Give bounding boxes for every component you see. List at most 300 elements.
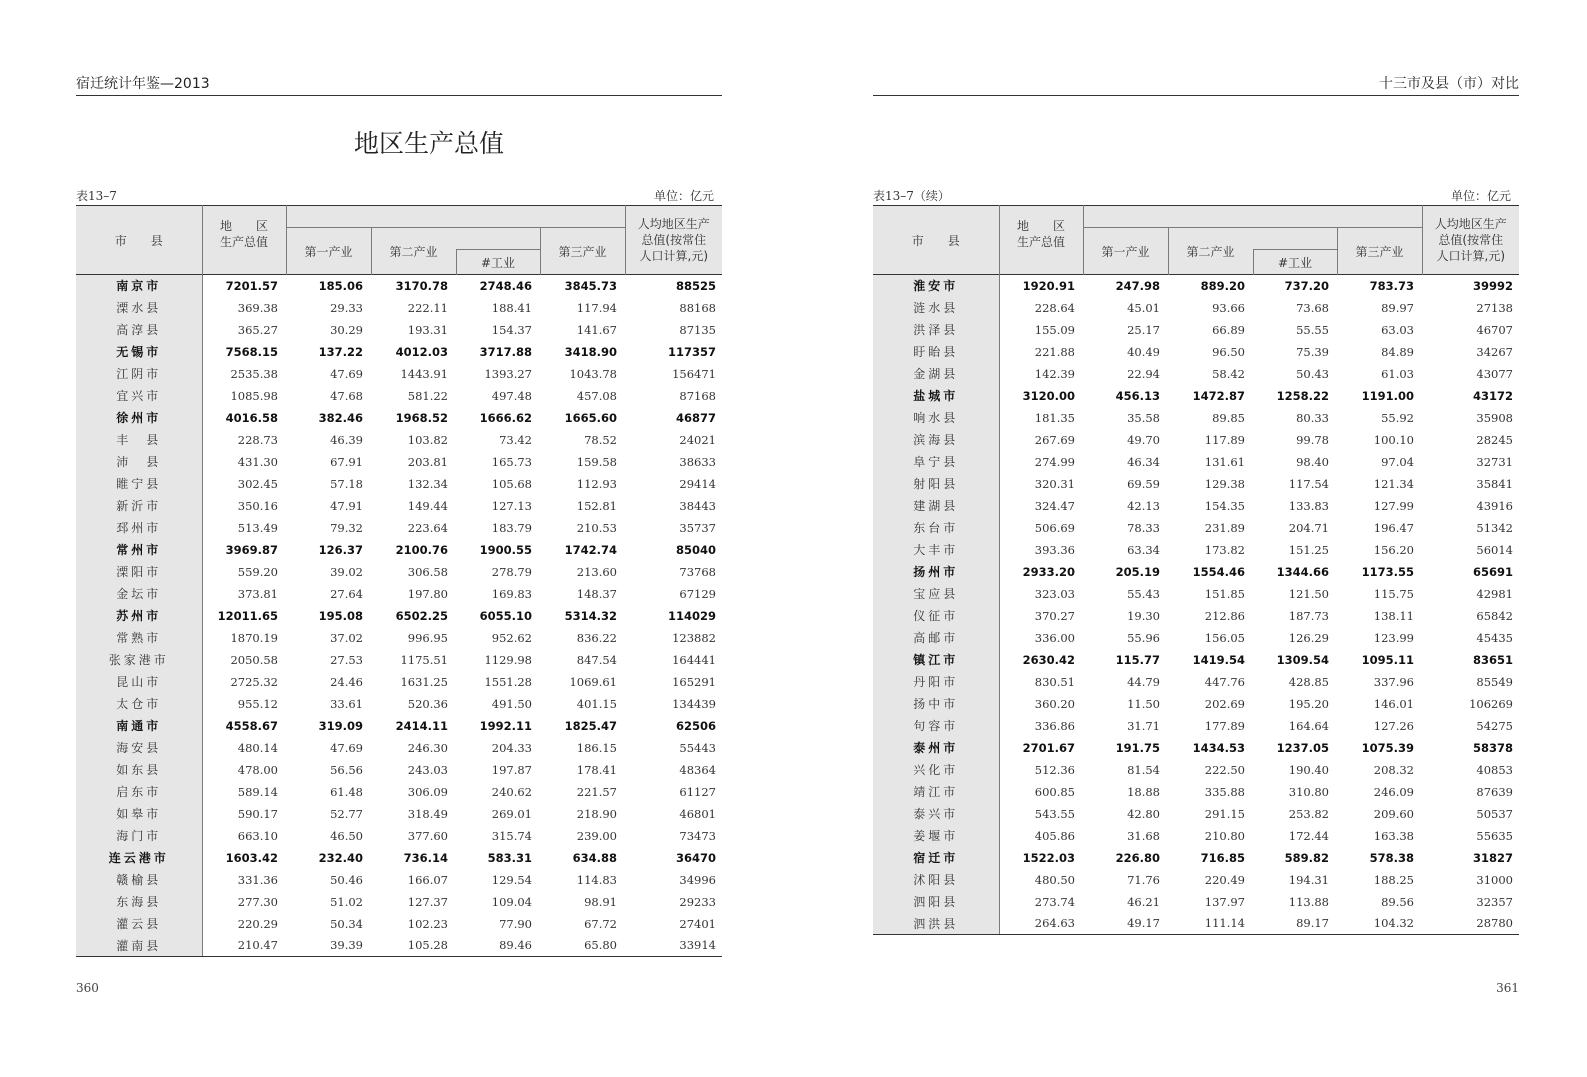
cell-primary: 46.34 [1127,454,1160,469]
header-blank-span [286,206,625,228]
cell-primary: 18.88 [1127,784,1160,799]
table-row [76,385,722,407]
cell-tertiary: 1043.78 [569,366,617,381]
cell-primary: 39.39 [286,935,371,957]
cell-per-capita: 88525 [675,278,716,293]
cell-secondary: 193.31 [407,322,448,337]
row-region-name: 泗洪县 [873,913,999,935]
header-gdp [202,206,286,275]
header-per-capita-line1: 人均地区生产 [637,217,710,231]
row-region-name: 灌云县 [76,913,202,935]
header-secondary-ext [1253,228,1337,250]
cell-gdp: 360.20 [1034,696,1075,711]
table-row [873,803,1519,825]
cell-gdp: 7201.57 [225,278,278,293]
row-region-name: 句容市 [873,715,999,737]
cell-primary: 185.06 [318,278,363,293]
cell-primary: 56.56 [330,762,363,777]
cell-per-capita: 34996 [679,872,716,887]
cell-primary: 46.39 [330,432,363,447]
cell-gdp: 350.16 [237,498,278,513]
cell-secondary: 197.80 [407,586,448,601]
cell-gdp: 2933.20 [1022,564,1075,579]
cell-primary: 31.71 [1127,718,1160,733]
cell-gdp: 264.63 [999,913,1083,935]
row-region-name: 滨海县 [873,429,999,451]
cell-primary: 69.59 [1127,476,1160,491]
cell-industry: 89.46 [456,935,540,957]
table-row [76,429,722,451]
row-region-name: 太仓市 [76,693,202,715]
cell-per-capita: 43172 [1472,388,1513,403]
cell-secondary: 222.50 [1204,762,1245,777]
cell-gdp: 320.31 [1034,476,1075,491]
cell-gdp: 513.49 [237,520,278,535]
cell-gdp: 955.12 [237,696,278,711]
cell-tertiary: 401.15 [576,696,617,711]
cell-primary: 126.37 [318,542,363,557]
cell-secondary: 89.85 [1212,410,1245,425]
header-secondary-ext [456,228,540,250]
cell-primary: 27.64 [330,586,363,601]
cell-secondary: 149.44 [407,498,448,513]
cell-tertiary: 63.03 [1381,322,1414,337]
table-row [76,473,722,495]
row-region-name: 江阴市 [76,363,202,385]
cell-tertiary: 221.57 [576,784,617,799]
cell-gdp: 478.00 [237,762,278,777]
cell-industry: 204.71 [1288,520,1329,535]
cell-secondary: 736.14 [403,850,448,865]
running-head-right: 十三市及县（市）对比 [873,74,1519,96]
cell-industry: 195.20 [1288,696,1329,711]
cell-gdp: 480.14 [237,740,278,755]
cell-per-capita: 165291 [672,674,716,689]
cell-tertiary: 246.09 [1373,784,1414,799]
cell-per-capita: 55443 [679,740,716,755]
cell-tertiary: 1069.61 [569,674,617,689]
row-region-name: 洪泽县 [873,319,999,341]
cell-secondary: 129.38 [1204,476,1245,491]
cell-tertiary: 208.32 [1373,762,1414,777]
cell-industry: 187.73 [1288,608,1329,623]
cell-primary: 55.96 [1127,630,1160,645]
row-region-name: 丰 县 [76,429,202,451]
row-region-name: 海门市 [76,825,202,847]
cell-gdp: 7568.15 [225,344,278,359]
cell-per-capita: 31827 [1472,850,1513,865]
cell-industry: 197.87 [491,762,532,777]
cell-industry: 1258.22 [1276,388,1329,403]
table-row [76,605,722,627]
cell-primary: 49.17 [1083,913,1168,935]
cell-industry: 315.74 [491,828,532,843]
unit-label: 单位：亿元 [653,189,714,203]
cell-secondary: 203.81 [407,454,448,469]
cell-industry: 6055.10 [479,608,532,623]
cell-secondary: 243.03 [407,762,448,777]
cell-secondary: 96.50 [1212,344,1245,359]
cell-tertiary: 457.08 [576,388,617,403]
cell-per-capita: 35908 [1476,410,1513,425]
cell-gdp: 512.36 [1034,762,1075,777]
cell-gdp: 1920.91 [1022,278,1075,293]
cell-primary: 46.21 [1127,894,1160,909]
cell-primary: 81.54 [1127,762,1160,777]
cell-gdp: 2725.32 [230,674,278,689]
page-title: 地区生产总值 [353,129,504,158]
cell-per-capita: 32357 [1476,894,1513,909]
row-region-name: 东台市 [873,517,999,539]
cell-secondary: 377.60 [407,828,448,843]
cell-gdp: 590.17 [237,806,278,821]
cell-gdp: 324.47 [1034,498,1075,513]
cell-primary: 205.19 [1115,564,1160,579]
cell-secondary: 306.58 [407,564,448,579]
table-row [76,363,722,385]
cell-primary: 35.58 [1127,410,1160,425]
cell-gdp: 221.88 [1034,344,1075,359]
table-row [76,517,722,539]
row-region-name: 沭阳县 [873,869,999,891]
table-row [76,759,722,781]
cell-industry: 165.73 [491,454,532,469]
cell-secondary: 212.86 [1204,608,1245,623]
table-row [873,451,1519,473]
cell-per-capita: 24021 [679,432,716,447]
row-region-name: 兴化市 [873,759,999,781]
cell-gdp: 3969.87 [225,542,278,557]
cell-gdp: 1870.19 [230,630,278,645]
cell-tertiary: 65.80 [540,935,625,957]
cell-secondary: 223.64 [407,520,448,535]
cell-gdp: 4558.67 [225,718,278,733]
cell-industry: 589.82 [1284,850,1329,865]
cell-secondary: 3170.78 [395,278,448,293]
row-region-name: 昆山市 [76,671,202,693]
cell-per-capita: 50537 [1476,806,1513,821]
cell-per-capita: 73768 [679,564,716,579]
cell-per-capita: 55635 [1476,828,1513,843]
cell-industry: 737.20 [1284,278,1329,293]
cell-tertiary: 1665.60 [564,410,617,425]
cell-per-capita: 83651 [1472,652,1513,667]
table-row [873,275,1519,297]
cell-per-capita: 85040 [675,542,716,557]
cell-industry: 428.85 [1288,674,1329,689]
cell-tertiary: 1825.47 [564,718,617,733]
row-region-name: 张家港市 [76,649,202,671]
table-row [873,605,1519,627]
table-row [873,539,1519,561]
row-region-name: 镇江市 [873,649,999,671]
cell-per-capita: 28245 [1476,432,1513,447]
cell-industry: 253.82 [1288,806,1329,821]
cell-industry: 113.88 [1288,894,1329,909]
cell-secondary: 231.89 [1204,520,1245,535]
cell-primary: 33.61 [330,696,363,711]
cell-industry: 99.78 [1296,432,1329,447]
cell-primary: 31.68 [1127,828,1160,843]
cell-per-capita: 34267 [1476,344,1513,359]
cell-gdp: 506.69 [1034,520,1075,535]
cell-secondary: 2414.11 [395,718,448,733]
cell-gdp: 589.14 [237,784,278,799]
cell-gdp: 543.55 [1034,806,1075,821]
cell-gdp: 431.30 [237,454,278,469]
cell-per-capita: 65691 [1472,564,1513,579]
cell-gdp: 277.30 [237,894,278,909]
cell-per-capita: 61127 [679,784,716,799]
gdp-table-left [76,205,722,957]
cell-gdp: 274.99 [1034,454,1075,469]
cell-industry: 109.04 [491,894,532,909]
row-region-name: 徐州市 [76,407,202,429]
cell-secondary: 222.11 [407,300,448,315]
table-row [76,891,722,913]
cell-primary: 191.75 [1115,740,1160,755]
table-row [76,275,722,297]
table-body-left [76,275,722,957]
table-row [873,759,1519,781]
row-region-name: 常州市 [76,539,202,561]
header-secondary: 第二产业 [1168,228,1253,275]
table-row [873,627,1519,649]
cell-per-capita: 36470 [675,850,716,865]
header-blank-span [1083,206,1422,228]
cell-per-capita: 164441 [672,652,716,667]
cell-per-capita: 54275 [1476,718,1513,733]
table-row [873,517,1519,539]
table-row [873,297,1519,319]
table-row [76,803,722,825]
header-secondary: 第二产业 [371,228,456,275]
table-row [76,495,722,517]
cell-secondary: 154.35 [1204,498,1245,513]
row-region-name: 建湖县 [873,495,999,517]
header-per-capita-line3: 人口计算,元) [639,249,708,263]
cell-gdp: 2630.42 [1022,652,1075,667]
cell-tertiary: 218.90 [576,806,617,821]
cell-tertiary: 239.00 [576,828,617,843]
cell-industry: 126.29 [1288,630,1329,645]
cell-gdp: 1603.42 [225,850,278,865]
cell-gdp: 336.86 [1034,718,1075,733]
cell-primary: 78.33 [1127,520,1160,535]
cell-gdp: 302.45 [237,476,278,491]
cell-tertiary: 104.32 [1337,913,1422,935]
cell-secondary: 1434.53 [1192,740,1245,755]
cell-industry: 121.50 [1288,586,1329,601]
cell-tertiary: 127.99 [1373,498,1414,513]
cell-gdp: 142.39 [1034,366,1075,381]
table-row [76,781,722,803]
cell-tertiary: 1742.74 [564,542,617,557]
cell-gdp: 3120.00 [1022,388,1075,403]
cell-primary: 232.40 [318,850,363,865]
cell-industry: 1900.55 [479,542,532,557]
table-row [873,847,1519,869]
cell-primary: 11.50 [1127,696,1160,711]
cell-tertiary: 578.38 [1369,850,1414,865]
cell-tertiary: 783.73 [1369,278,1414,293]
cell-primary: 47.69 [330,740,363,755]
header-gdp-line2: 生产总值 [219,235,268,249]
row-region-name: 淮安市 [873,275,999,297]
running-head-left: 宿迁统计年鉴—2013 [76,74,722,96]
cell-gdp: 331.36 [237,872,278,887]
table-row [873,363,1519,385]
cell-primary: 61.48 [330,784,363,799]
row-region-name: 东海县 [76,891,202,913]
table-number: 表13–7 [76,189,117,203]
cell-secondary: 889.20 [1200,278,1245,293]
cell-industry: 1309.54 [1276,652,1329,667]
cell-industry: 952.62 [491,630,532,645]
cell-secondary: 1554.46 [1192,564,1245,579]
row-region-name: 溧水县 [76,297,202,319]
cell-primary: 382.46 [318,410,363,425]
cell-primary: 79.32 [330,520,363,535]
cell-secondary: 1443.91 [400,366,448,381]
cell-secondary: 117.89 [1204,432,1245,447]
row-region-name: 宜兴市 [76,385,202,407]
cell-tertiary: 1075.39 [1361,740,1414,755]
cell-per-capita: 56014 [1476,542,1513,557]
cell-gdp: 2535.38 [230,366,278,381]
cell-industry: 1666.62 [479,410,532,425]
row-region-name: 扬中市 [873,693,999,715]
row-region-name: 扬州市 [873,561,999,583]
table-body-right [873,275,1519,935]
gdp-table-right [873,205,1519,935]
cell-industry: 3717.88 [479,344,532,359]
cell-gdp: 663.10 [237,828,278,843]
cell-industry: 55.55 [1296,322,1329,337]
cell-tertiary: 156.20 [1373,542,1414,557]
cell-secondary: 132.34 [407,476,448,491]
table-row [76,737,722,759]
cell-primary: 29.33 [330,300,363,315]
cell-industry: 73.68 [1296,300,1329,315]
cell-per-capita: 35841 [1476,476,1513,491]
table-row [873,913,1519,935]
row-region-name: 高邮市 [873,627,999,649]
table-row [76,649,722,671]
row-region-name: 泰兴市 [873,803,999,825]
cell-tertiary: 1095.11 [1361,652,1414,667]
table-row [873,825,1519,847]
cell-tertiary: 163.38 [1373,828,1414,843]
cell-secondary: 137.97 [1204,894,1245,909]
cell-tertiary: 1173.55 [1361,564,1414,579]
cell-tertiary: 97.04 [1381,454,1414,469]
header-per-capita [625,206,722,275]
cell-tertiary: 213.60 [576,564,617,579]
row-region-name: 响水县 [873,407,999,429]
table-row [76,693,722,715]
cell-primary: 55.43 [1127,586,1160,601]
row-region-name: 溧阳市 [76,561,202,583]
cell-tertiary: 117.94 [576,300,617,315]
header-per-capita-line3: 人口计算,元) [1436,249,1505,263]
cell-industry: 583.31 [487,850,532,865]
cell-per-capita: 87639 [1476,784,1513,799]
cell-industry: 89.17 [1253,913,1337,935]
cell-tertiary: 78.52 [584,432,617,447]
table-row [873,869,1519,891]
cell-tertiary: 112.93 [576,476,617,491]
cell-gdp: 267.69 [1034,432,1075,447]
header-gdp-line2: 生产总值 [1016,235,1065,249]
table-row [873,495,1519,517]
cell-industry: 204.33 [491,740,532,755]
cell-tertiary: 138.11 [1373,608,1414,623]
table-row [873,429,1519,451]
cell-secondary: 447.76 [1204,674,1245,689]
cell-per-capita: 46707 [1476,322,1513,337]
cell-tertiary: 114.83 [576,872,617,887]
cell-primary: 137.22 [318,344,363,359]
cell-industry: 117.54 [1288,476,1329,491]
table-row [76,539,722,561]
cell-per-capita: 27138 [1476,300,1513,315]
left-page [76,0,722,1077]
cell-industry: 194.31 [1288,872,1329,887]
cell-secondary: 102.23 [407,916,448,931]
cell-industry: 129.54 [491,872,532,887]
cell-per-capita: 87135 [679,322,716,337]
cell-secondary: 210.80 [1204,828,1245,843]
table-row [76,583,722,605]
cell-industry: 154.37 [491,322,532,337]
table-row [873,781,1519,803]
cell-per-capita: 29414 [679,476,716,491]
cell-per-capita: 38633 [679,454,716,469]
cell-gdp: 393.36 [1034,542,1075,557]
row-region-name: 金湖县 [873,363,999,385]
cell-industry: 1551.28 [484,674,532,689]
row-region-name: 赣榆县 [76,869,202,891]
row-region-name: 姜堰市 [873,825,999,847]
cell-secondary: 6502.25 [395,608,448,623]
table-row [76,319,722,341]
cell-industry: 278.79 [491,564,532,579]
cell-tertiary: 159.58 [576,454,617,469]
row-region-name: 宿迁市 [873,847,999,869]
table-row [873,583,1519,605]
row-region-name: 连云港市 [76,847,202,869]
cell-tertiary: 209.60 [1373,806,1414,821]
row-region-name: 涟水县 [873,297,999,319]
table-row [76,913,722,935]
cell-per-capita: 62506 [675,718,716,733]
cell-primary: 19.30 [1127,608,1160,623]
header-tertiary: 第三产业 [540,228,625,275]
cell-secondary: 177.89 [1204,718,1245,733]
header-region: 市 县 [873,206,999,275]
table-row [873,671,1519,693]
cell-per-capita: 87168 [679,388,716,403]
header-region: 市 县 [76,206,202,275]
cell-per-capita: 33914 [625,935,722,957]
cell-primary: 63.34 [1127,542,1160,557]
cell-primary: 67.91 [330,454,363,469]
table-row [76,869,722,891]
row-region-name: 盐城市 [873,385,999,407]
cell-industry: 2748.46 [479,278,532,293]
cell-secondary: 716.85 [1200,850,1245,865]
